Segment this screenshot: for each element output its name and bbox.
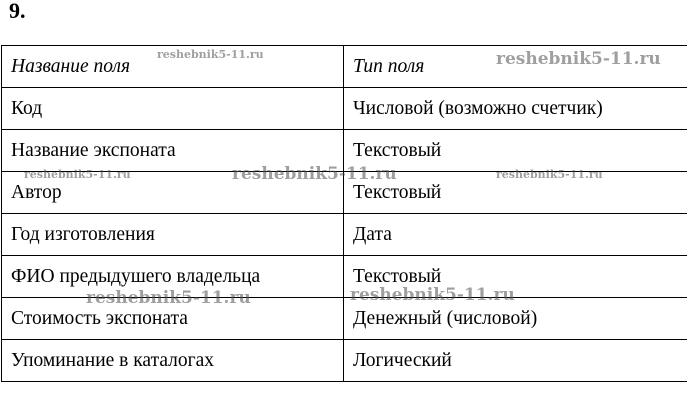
table-row — [2, 340, 687, 382]
field-name-cell: ФИО предыдушего владельца — [2, 256, 344, 298]
field-type-cell: Денежный (числовой) — [344, 298, 687, 340]
field-name-cell: Упоминание в каталогах — [2, 340, 344, 382]
watermark: reshebnik5-11.ru — [157, 48, 264, 61]
fields-table — [1, 45, 687, 382]
watermark: reshebnik5-11.ru — [24, 168, 131, 181]
header-field-type: Тип поля — [344, 46, 687, 88]
watermark: reshebnik5-11.ru — [350, 285, 515, 305]
field-type-cell: Логический — [344, 340, 687, 382]
field-type-cell: Числовой (возможно счетчик) — [344, 88, 687, 130]
field-name-cell: Название экспоната — [2, 130, 344, 172]
field-type-cell: Текстовый — [344, 172, 687, 214]
watermark: reshebnik5-11.ru — [496, 49, 661, 69]
field-type-cell: Текстовый — [344, 130, 687, 172]
table-row — [2, 214, 687, 256]
table-header-row — [2, 46, 687, 88]
watermark: reshebnik5-11.ru — [86, 288, 251, 308]
field-name-cell: Год изготовления — [2, 214, 344, 256]
table-row — [2, 298, 687, 340]
field-type-cell: Дата — [344, 214, 687, 256]
watermark: reshebnik5-11.ru — [232, 164, 397, 184]
table-row — [2, 88, 687, 130]
field-type-cell: Текстовый — [344, 256, 687, 298]
header-field-name: Название поля — [2, 46, 344, 88]
table-row — [2, 256, 687, 298]
task-number: 9. — [9, 0, 26, 23]
table-row — [2, 130, 687, 172]
field-name-cell: Стоимость экспоната — [2, 298, 344, 340]
field-name-cell: Автор — [2, 172, 344, 214]
field-name-cell: Код — [2, 88, 344, 130]
table-row — [2, 172, 687, 214]
watermark: reshebnik5-11.ru — [496, 168, 603, 181]
